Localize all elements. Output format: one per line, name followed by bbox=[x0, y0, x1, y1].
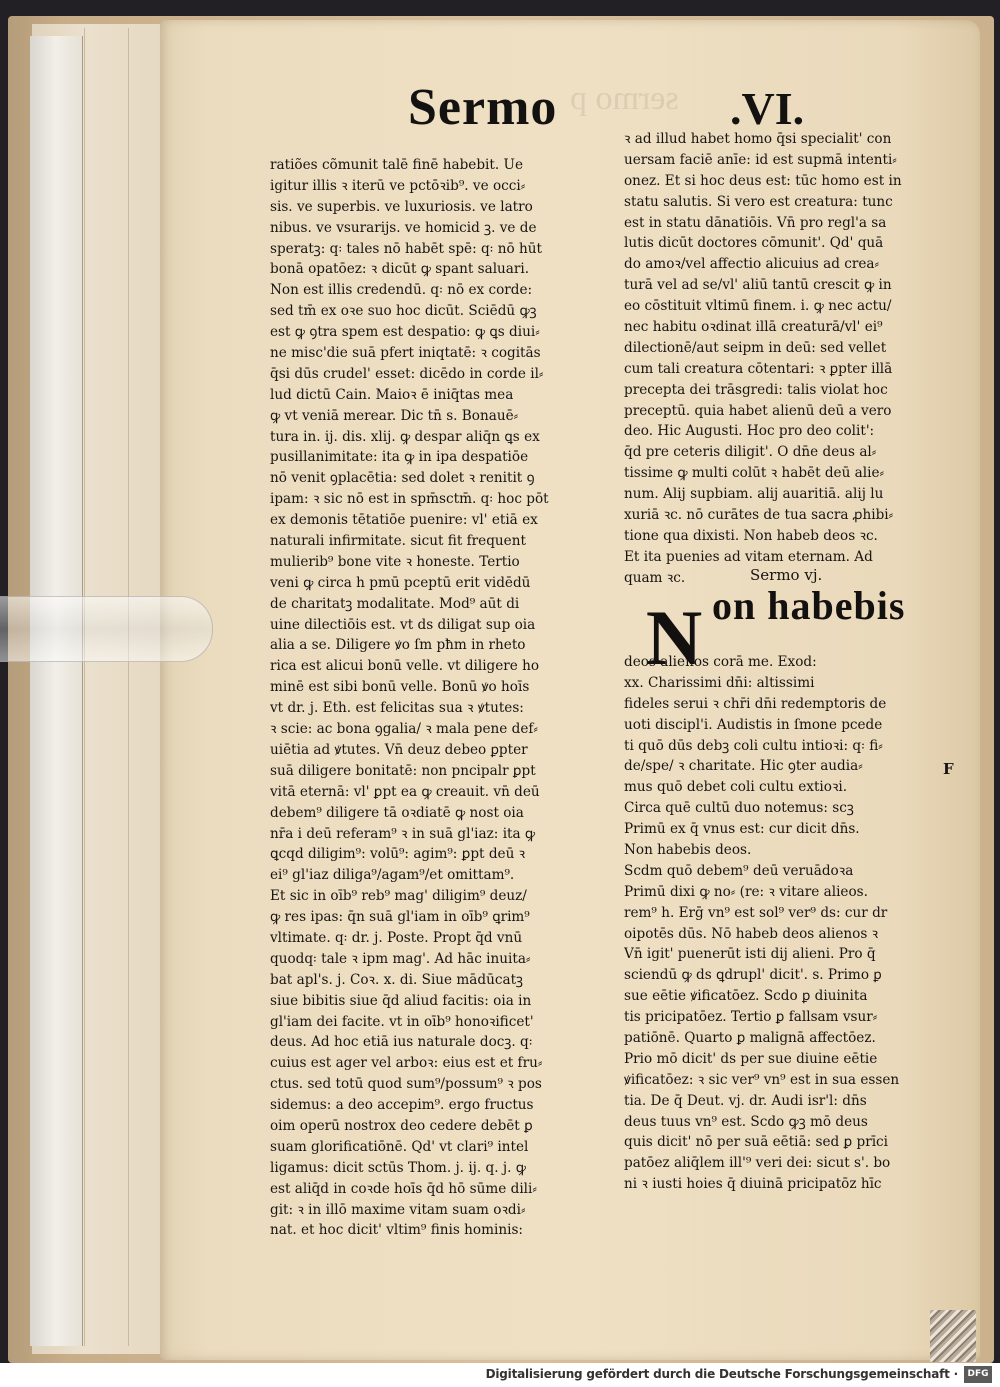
text-line: Et sic in oīb⁹ reb⁹ mag' diligim⁹ deuz/ bbox=[270, 888, 527, 905]
text-line: speratꝫ: q꞉ tales nō habēt spē: q꞉ nō hūt bbox=[270, 240, 542, 257]
text-line: tissime ꝙ multi colūt ꝛ habēt deū alie⸗ bbox=[624, 465, 885, 482]
text-line: fideles serui ꝛ chr̄i dn̄i redemptoris de bbox=[624, 695, 887, 712]
text-line: sed tm̄ ex oꝛe suo hoc dicūt. Sciēdū ꝙꝫ bbox=[270, 303, 537, 320]
bleed-through-text: sermo p bbox=[570, 80, 679, 117]
left-text-column bbox=[270, 155, 632, 1241]
text-line: est in statu dānatiōis. Vn̄ pro regl'a sa bbox=[624, 214, 887, 231]
text-line: turā vel ad se/vl' aliū tantū crescit ꝙ in bbox=[624, 277, 892, 294]
text-line: Non habebis deos. bbox=[624, 842, 752, 859]
text-line: de charitatꝫ modalitate. Mod⁹ aūt di bbox=[270, 595, 520, 612]
text-line: nat. et hoc dicit' vltim⁹ finis hominis: bbox=[270, 1222, 523, 1239]
text-line: bat apl's. j. Coꝛ. x. di. Siue mādūcatꝫ bbox=[270, 971, 523, 988]
text-line: ei⁹ gl'iaz diliga⁹/agam⁹/et omittam⁹. bbox=[270, 867, 515, 884]
ribbon-bookmark bbox=[930, 1310, 976, 1362]
text-line: rem⁹ h. Erḡ vn⁹ est sol⁹ ver⁹ ds: cur dr bbox=[624, 904, 888, 921]
sermon-subheading: Sermo vj. bbox=[750, 566, 823, 584]
text-line: tione qua dixisti. Non habeb deos ꝛc. bbox=[624, 527, 878, 544]
decorated-initial: N bbox=[645, 594, 703, 681]
text-line: oipotēs dūs. Nō habeb deos alienos ꝛ bbox=[624, 925, 879, 942]
text-line: Primū ex q̄ vnus est: cur dicit dn̄s. bbox=[624, 821, 860, 838]
text-line: nō venit ꝯplacētia: sed dolet ꝛ renitit ꝯ bbox=[270, 470, 535, 487]
text-line: gl'iam dei facite. vt in oīb⁹ honoꝛificet' bbox=[270, 1013, 534, 1030]
text-line: de/spe/ ꝛ charitate. Hic ꝯter audia⸗ bbox=[624, 758, 863, 775]
text-line: est ꝙ ꝯtra spem est despatio: ꝙ ꝗs diui⸗ bbox=[270, 324, 540, 341]
text-line: q̄si dūs crudel' esset: dicēdo in corde il⸗ bbox=[270, 365, 544, 382]
text-line: rica est alicui bonū velle. vt diligere ho bbox=[270, 658, 540, 675]
text-line: minē est sibi bonū velle. Bonū ꝟo hoīs bbox=[270, 679, 530, 696]
text-line: sue eētie ꝟificatōez. Scdo ꝑ diuinita bbox=[624, 988, 868, 1005]
text-line: ipam: ꝛ sic nō est in spm̄sctm̄. q꞉ hoc pōt bbox=[270, 491, 549, 508]
text-line: ꝗcqd diligim⁹: volū⁹: agim⁹: ꝑpt deū ꝛ bbox=[270, 846, 526, 863]
text-line: vltimate. q꞉ dr. j. Poste. Propt q̄d vnū bbox=[270, 929, 523, 946]
left-page-edge bbox=[30, 36, 83, 1346]
footer-bar bbox=[0, 1363, 1000, 1387]
text-line: alia a se. Diligere ꝟo ſm pħm in rheto bbox=[270, 637, 526, 654]
marginal-letter: F bbox=[943, 760, 954, 778]
right-text-column-top bbox=[624, 129, 969, 589]
text-line: naturali infirmitate. sicut fit frequent bbox=[270, 533, 526, 550]
text-line: lud dictū Cain. Maioꝛ ē iniq̄tas mea bbox=[270, 386, 514, 403]
text-line: vitā eternā: vl' ꝑpt ea ꝙ creauit. vn̄ deū bbox=[270, 783, 540, 800]
text-line: est aliq̄d in coꝛde hoīs q̄d hō sūme dili⸗ bbox=[270, 1180, 537, 1197]
text-line: q̄d pre ceteris diligit'. O dn̄e deus al⸗ bbox=[624, 444, 877, 461]
text-line: dilectionē/aut seipm in deū: sed vellet bbox=[624, 339, 887, 356]
text-line: uiētia ad ꝟtutes. Vn̄ deuz debeo ꝑpter bbox=[270, 741, 528, 758]
text-line: ꝟificatōez: ꝛ sic ver⁹ vn⁹ est in sua essen bbox=[624, 1071, 900, 1088]
text-line: Scdm quō debem⁹ deū veruādoꝛa bbox=[624, 862, 854, 879]
text-line: deus tuus vn⁹ est. Scdo ꝙꝫ mō deus bbox=[624, 1113, 868, 1130]
text-line: mulierib⁹ bone vite ꝛ honeste. Tertio bbox=[270, 553, 520, 570]
text-line: sciendū ꝙ ds ꝗdrupl' dicit'. s. Primo ꝑ bbox=[624, 967, 882, 984]
text-line: oim operū nostrox deo cedere debēt ꝑ bbox=[270, 1117, 533, 1134]
text-line: ni ꝛ iusti hoies q̄ diuinā pricipatōz hīc bbox=[624, 1176, 882, 1193]
header-word: Sermo bbox=[408, 79, 558, 136]
text-line: tis pricipatōez. Tertio ꝑ fallsam vsur⸗ bbox=[624, 1009, 878, 1026]
text-line: patōez aliq̄lem ill'⁹ veri dei: sicut s'. bo bbox=[624, 1155, 891, 1172]
text-line: tia. De q̄ Deut. vj. dr. Audi isr'l: dn̄s bbox=[624, 1092, 867, 1109]
text-line: num. Alij supbiam. alij auaritiā. alij lu bbox=[624, 486, 884, 503]
text-line: ne misc'die suā pfert iniqtatē: ꝛ cogitās bbox=[270, 345, 541, 362]
text-line: Et ita puenies ad vitam eternam. Ad bbox=[624, 548, 873, 565]
text-line: Vn̄ igit' puenerūt isti dij alieni. Pro q̄ bbox=[624, 946, 876, 963]
text-line: sis. ve superbis. ve luxuriosis. ve latro bbox=[270, 198, 533, 215]
text-line: sidemus: a deo accepim⁹. ergo fructus bbox=[270, 1097, 534, 1114]
text-line: precepta dei trāsgredi: talis violat hoc bbox=[624, 381, 888, 398]
text-line: ꝙ res ipas: q̄n suā gl'iam in oīb⁹ ꝗrim⁹ bbox=[270, 909, 530, 926]
text-line: cum tali creatura cōtentari: ꝛ ꝑpter illā bbox=[624, 360, 893, 377]
text-line: preceptū. quia habet alienū deū a vero bbox=[624, 402, 892, 419]
text-line: debem⁹ diligere tā oꝛdiatē ꝙ nost oia bbox=[270, 804, 524, 821]
text-line: siue bibitis siue q̄d aliud facitis: oia in bbox=[270, 992, 532, 1009]
footer-credit: Digitalisierung gefördert durch die Deutsche Forschungsgemeinschaft · bbox=[485, 1367, 958, 1381]
text-line: Prio mō dicit' ds per sue diuine eētie bbox=[624, 1050, 878, 1067]
text-line: git: ꝛ in illō maxime vitam suam oꝛdi⸗ bbox=[270, 1201, 526, 1218]
right-text-column-bottom bbox=[624, 652, 969, 1195]
text-line: nibus. ve vsurarijs. ve homicid ꝫ. ve de bbox=[270, 219, 537, 236]
text-line: do amoꝛ/vel affectio alicuius ad crea⸗ bbox=[624, 256, 880, 273]
text-line: ꝙ vt veniā merear. Dic tn̄ s. Bonauē⸗ bbox=[270, 407, 519, 424]
text-line: ex demonis tētatiōe puenire: vl' etiā ex bbox=[270, 512, 538, 529]
text-line: vt dr. j. Eth. est felicitas sua ꝛ ꝟtutes: bbox=[270, 700, 524, 717]
text-line: ctus. sed totū quod sum⁹/possum⁹ ꝛ pos bbox=[270, 1076, 542, 1093]
text-line: ligamus: dicit sctūs Thom. j. ij. q. j. ꝙ bbox=[270, 1159, 526, 1176]
text-line: suā diligere bonitatē: non pncipalr ꝑpt bbox=[270, 762, 536, 779]
text-line: uersam faciē anīe: id est supmā intenti⸗ bbox=[624, 151, 897, 168]
text-line: deo. Hic Augusti. Hoc pro deo colit': bbox=[624, 423, 875, 440]
text-line: cuius est ager vel arboꝛ: eius est et fru⸗ bbox=[270, 1055, 543, 1072]
text-line: Circa quē cultū duo notemus: scꝫ bbox=[624, 800, 854, 817]
text-line: eo cōstituit vltimū finem. i. ꝙ nec actu/ bbox=[624, 298, 892, 315]
sermon-title-heading: on habebis bbox=[712, 583, 906, 628]
text-line: suam glorificatiōnē. Qd' vt clari⁹ intel bbox=[270, 1138, 529, 1155]
text-line: veni ꝙ circa h pmū pceptū erit vidēdū bbox=[270, 574, 531, 591]
text-line: uoti discipl'i. Audistis in ſmone pcede bbox=[624, 716, 883, 733]
text-line: ꝛ ad illud habet homo q̄si specialit' con bbox=[624, 131, 892, 147]
dfg-logo-icon: DFG bbox=[964, 1366, 992, 1383]
text-line: mus quō debet coli cultu extioꝛi. bbox=[624, 779, 848, 796]
text-line: ꝛ scie: ac bona ꝯgalia/ ꝛ mala pene def⸗ bbox=[270, 721, 538, 738]
text-line: bonā opatōez: ꝛ dicūt ꝙ spant saluari. bbox=[270, 261, 530, 278]
text-line: pusillanimitate: ita ꝙ in ipa despatiōe bbox=[270, 449, 529, 466]
text-line: quam ꝛc. bbox=[624, 569, 686, 586]
text-line: quis dicit' nō per suā eētiā: sed ꝑ prīci bbox=[624, 1134, 889, 1151]
text-line: xx. Charissimi dn̄i: altissimi bbox=[624, 674, 815, 691]
text-line: xuriā ꝛc. nō curātes de tua sacra ꝓhibi⸗ bbox=[624, 507, 894, 524]
header-numeral: .VI. bbox=[730, 83, 805, 134]
text-line: igitur illis ꝛ iterū ve pctōꝛib⁹. ve occi⸗ bbox=[270, 177, 526, 194]
text-line: Primū dixi ꝙ no⸗ (re: ꝛ vitare alieos. bbox=[624, 883, 868, 900]
text-line: Non est illis credendū. q꞉ nō ex corde: bbox=[270, 282, 533, 299]
plastic-page-clip bbox=[0, 596, 213, 662]
text-line: tura in. ij. dis. xlij. ꝙ despar aliq̄n ꝗs ex bbox=[270, 428, 540, 445]
text-line: patiōnē. Quarto ꝑ malignā affectōez. bbox=[624, 1030, 876, 1047]
text-line: nec habitu oꝛdinat illā creaturā/vl' ei⁹ bbox=[624, 319, 883, 336]
text-line: ti quō dūs debꝫ coli cultu intioꝛi: q꞉ fi⸗ bbox=[624, 737, 883, 754]
text-line: quodq꞉ tale ꝛ ipm mag'. Ad hāc inuita⸗ bbox=[270, 950, 531, 967]
text-line: deus. Ad hoc etiā ius naturale docꝫ. q꞉ bbox=[270, 1034, 533, 1051]
text-line: lutis dicūt doctores cōmunit'. Qd' quā bbox=[624, 235, 884, 252]
text-line: uine dilectiōis est. vt ds diligat sup oia bbox=[270, 616, 536, 633]
text-line: ratiões cõmunit talē finē habebit. Ue bbox=[270, 157, 523, 173]
text-line: onez. Et si hoc deus est: tūc homo est in bbox=[624, 172, 902, 189]
text-line: nr̄a i deū referam⁹ ꝛ in suā gl'iaz: ita ꝙ bbox=[270, 825, 536, 842]
text-line: deos alienos corā me. Exod: bbox=[624, 654, 817, 670]
text-line: statu salutis. Si vero est creatura: tunc bbox=[624, 193, 893, 210]
